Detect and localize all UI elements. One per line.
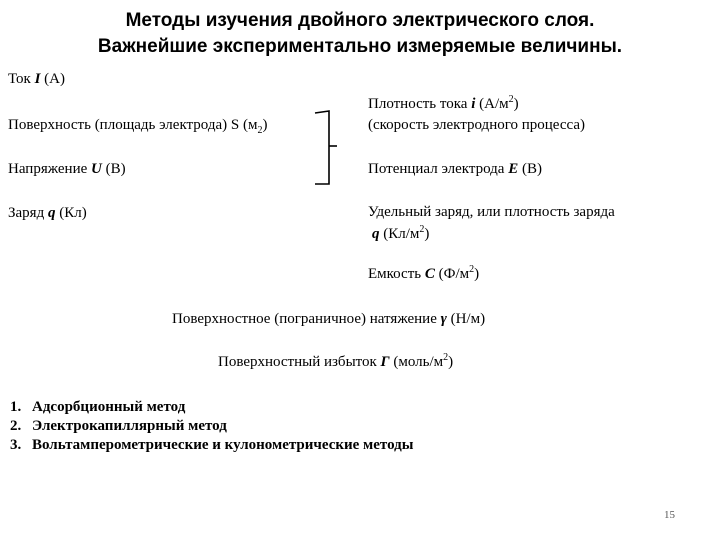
method-label: Адсорбционный метод xyxy=(32,399,186,415)
density-superscript: 2 xyxy=(508,94,514,105)
excess-superscript: 2 xyxy=(443,352,449,363)
charge-label: Заряд xyxy=(8,205,48,221)
surface-close: ) xyxy=(262,117,268,133)
specific-charge-symbol: q xyxy=(372,226,380,242)
density-label: Плотность тока xyxy=(368,96,472,112)
method-label: Электрокапиллярный метод xyxy=(32,418,227,434)
potential-label: Потенциал электрода xyxy=(368,161,509,177)
density-note: (скорость электродного процесса) xyxy=(368,117,585,133)
voltage-symbol: U xyxy=(91,161,102,177)
capacity-unit: (Ф/м xyxy=(434,266,470,282)
excess-close: ) xyxy=(448,354,454,370)
density-unit: (А/м xyxy=(475,96,509,112)
specific-charge-unit: (Кл/м xyxy=(379,226,420,242)
method-number: 2. xyxy=(10,418,22,434)
tension-symbol: γ xyxy=(440,311,447,327)
current-item xyxy=(8,70,65,89)
charge-item xyxy=(8,204,87,223)
surface-item xyxy=(8,116,267,135)
potential-symbol: E xyxy=(508,161,519,177)
page-number: 15 xyxy=(664,509,675,521)
density-symbol: i xyxy=(471,96,476,112)
tension-item xyxy=(172,310,485,329)
excess-item xyxy=(218,353,453,372)
capacity-close: ) xyxy=(474,266,480,282)
density-close: ) xyxy=(513,96,519,112)
bracket-connector xyxy=(305,100,345,190)
charge-unit: (Кл) xyxy=(55,205,87,221)
method-item xyxy=(10,436,413,455)
voltage-item xyxy=(8,160,126,179)
density-item xyxy=(368,95,519,114)
slide-title-line-1: Методы изучения двойного электрического слоя. xyxy=(125,10,595,31)
voltage-label: Напряжение xyxy=(8,161,92,177)
voltage-unit: (В) xyxy=(101,161,126,177)
current-label: Ток xyxy=(8,71,35,87)
slide-title-line-2: Важнейшие экспериментально измеряемые величины. xyxy=(97,36,623,57)
tension-label: Поверхностное (пограничное) натяжение xyxy=(172,311,441,327)
method-number: 3. xyxy=(10,437,22,453)
current-unit: (А) xyxy=(40,71,65,87)
method-label: Вольтамперометрические и кулонометрические методы xyxy=(32,437,414,453)
current-symbol: I xyxy=(34,71,41,87)
specific-charge-superscript: 2 xyxy=(419,224,425,235)
method-number: 1. xyxy=(10,399,22,415)
specific-charge-line-2 xyxy=(372,225,429,244)
specific-charge-line-1: Удельный заряд, или плотность заряда xyxy=(368,204,615,220)
specific-charge-close: ) xyxy=(424,226,430,242)
excess-label: Поверхностный избыток xyxy=(218,354,381,370)
charge-symbol: q xyxy=(47,205,56,221)
tension-unit: (Н/м) xyxy=(446,311,486,327)
potential-item xyxy=(368,160,542,179)
methods-list xyxy=(10,398,413,455)
surface-subscript: 2 xyxy=(257,125,263,136)
bracket-line xyxy=(315,111,329,184)
excess-symbol: Г xyxy=(380,354,390,370)
surface-text: Поверхность (площадь электрода) S (м xyxy=(8,117,258,133)
capacity-label: Емкость xyxy=(368,266,425,282)
capacity-symbol: C xyxy=(424,266,435,282)
method-item xyxy=(10,417,413,436)
capacity-item xyxy=(368,265,479,284)
excess-unit: (моль/м xyxy=(389,354,444,370)
slide-title xyxy=(0,8,720,60)
capacity-superscript: 2 xyxy=(469,264,475,275)
method-item xyxy=(10,398,413,417)
potential-unit: (В) xyxy=(518,161,542,177)
